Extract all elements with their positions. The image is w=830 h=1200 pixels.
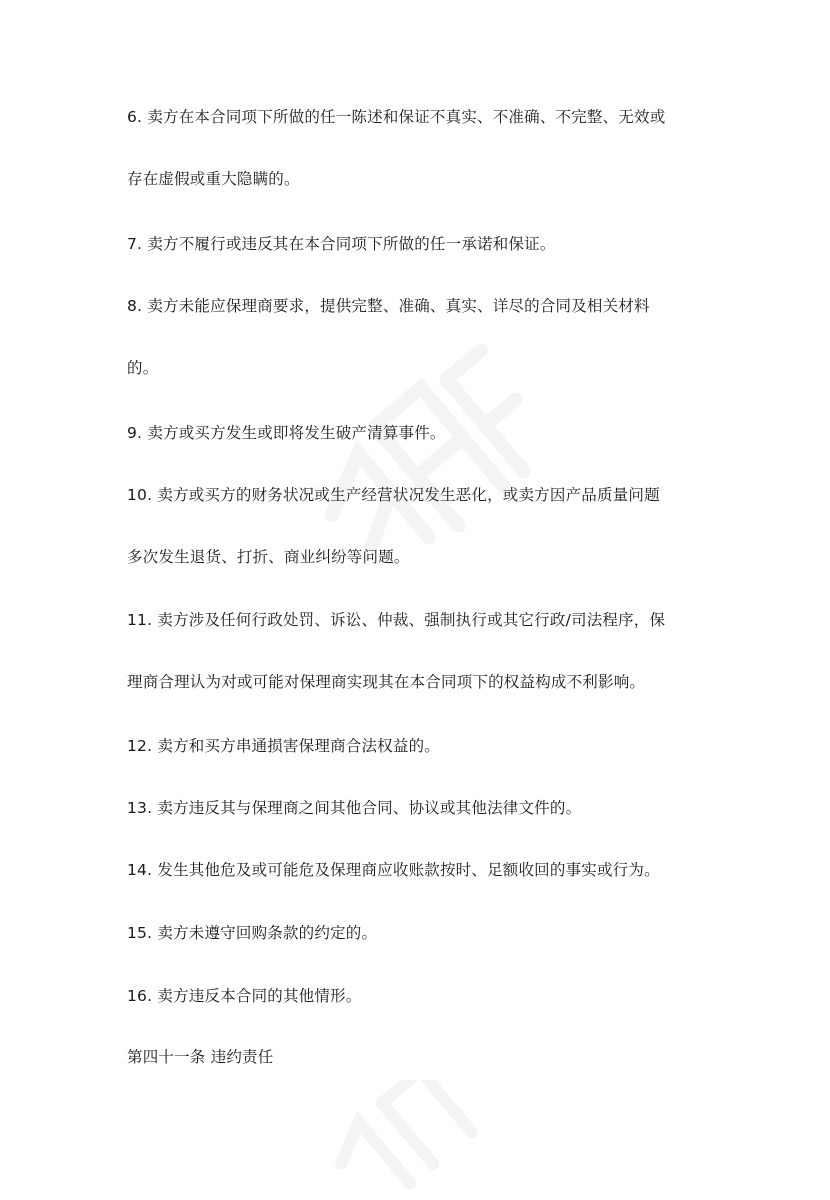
watermark-logo-bottom — [300, 1080, 500, 1200]
text-line-16: 16. 卖方违反本合同的其他情形。 — [127, 987, 362, 1005]
text-line-13: 13. 卖方违反其与保理商之间其他合同、协议或其他法律文件的。 — [127, 799, 582, 817]
text-line-6a: 6. 卖方在本合同项下所做的任一陈述和保证不真实、不准确、不完整、无效或 — [127, 108, 666, 126]
text-line-11b: 理商合理认为对或可能对保理商实现其在本合同项下的权益构成不利影响。 — [127, 673, 646, 691]
text-line-7: 7. 卖方不履行或违反其在本合同项下所做的任一承诺和保证。 — [127, 235, 556, 253]
text-line-8a: 8. 卖方未能应保理商要求，提供完整、准确、真实、详尽的合同及相关材料 — [127, 297, 650, 315]
text-line-11a: 11. 卖方涉及任何行政处罚、诉讼、仲裁、强制执行或其它行政/司法程序，保 — [127, 611, 666, 629]
section-heading: 第四十一条 违约责任 — [127, 1048, 274, 1066]
text-line-12: 12. 卖方和买方串通损害保理商合法权益的。 — [127, 737, 440, 755]
text-line-15: 15. 卖方未遵守回购条款的约定的。 — [127, 924, 378, 942]
text-line-14: 14. 发生其他危及或可能危及保理商应收账款按时、足额收回的事实或行为。 — [127, 861, 660, 879]
text-line-9: 9. 卖方或买方发生或即将发生破产清算事件。 — [127, 424, 446, 442]
text-line-8b: 的。 — [127, 359, 159, 377]
text-line-10a: 10. 卖方或买方的财务状况或生产经营状况发生恶化，或卖方因产品质量问题 — [127, 486, 660, 504]
text-line-6b: 存在虚假或重大隐瞒的。 — [127, 170, 300, 188]
text-line-10b: 多次发生退货、打折、商业纠纷等问题。 — [127, 548, 410, 566]
